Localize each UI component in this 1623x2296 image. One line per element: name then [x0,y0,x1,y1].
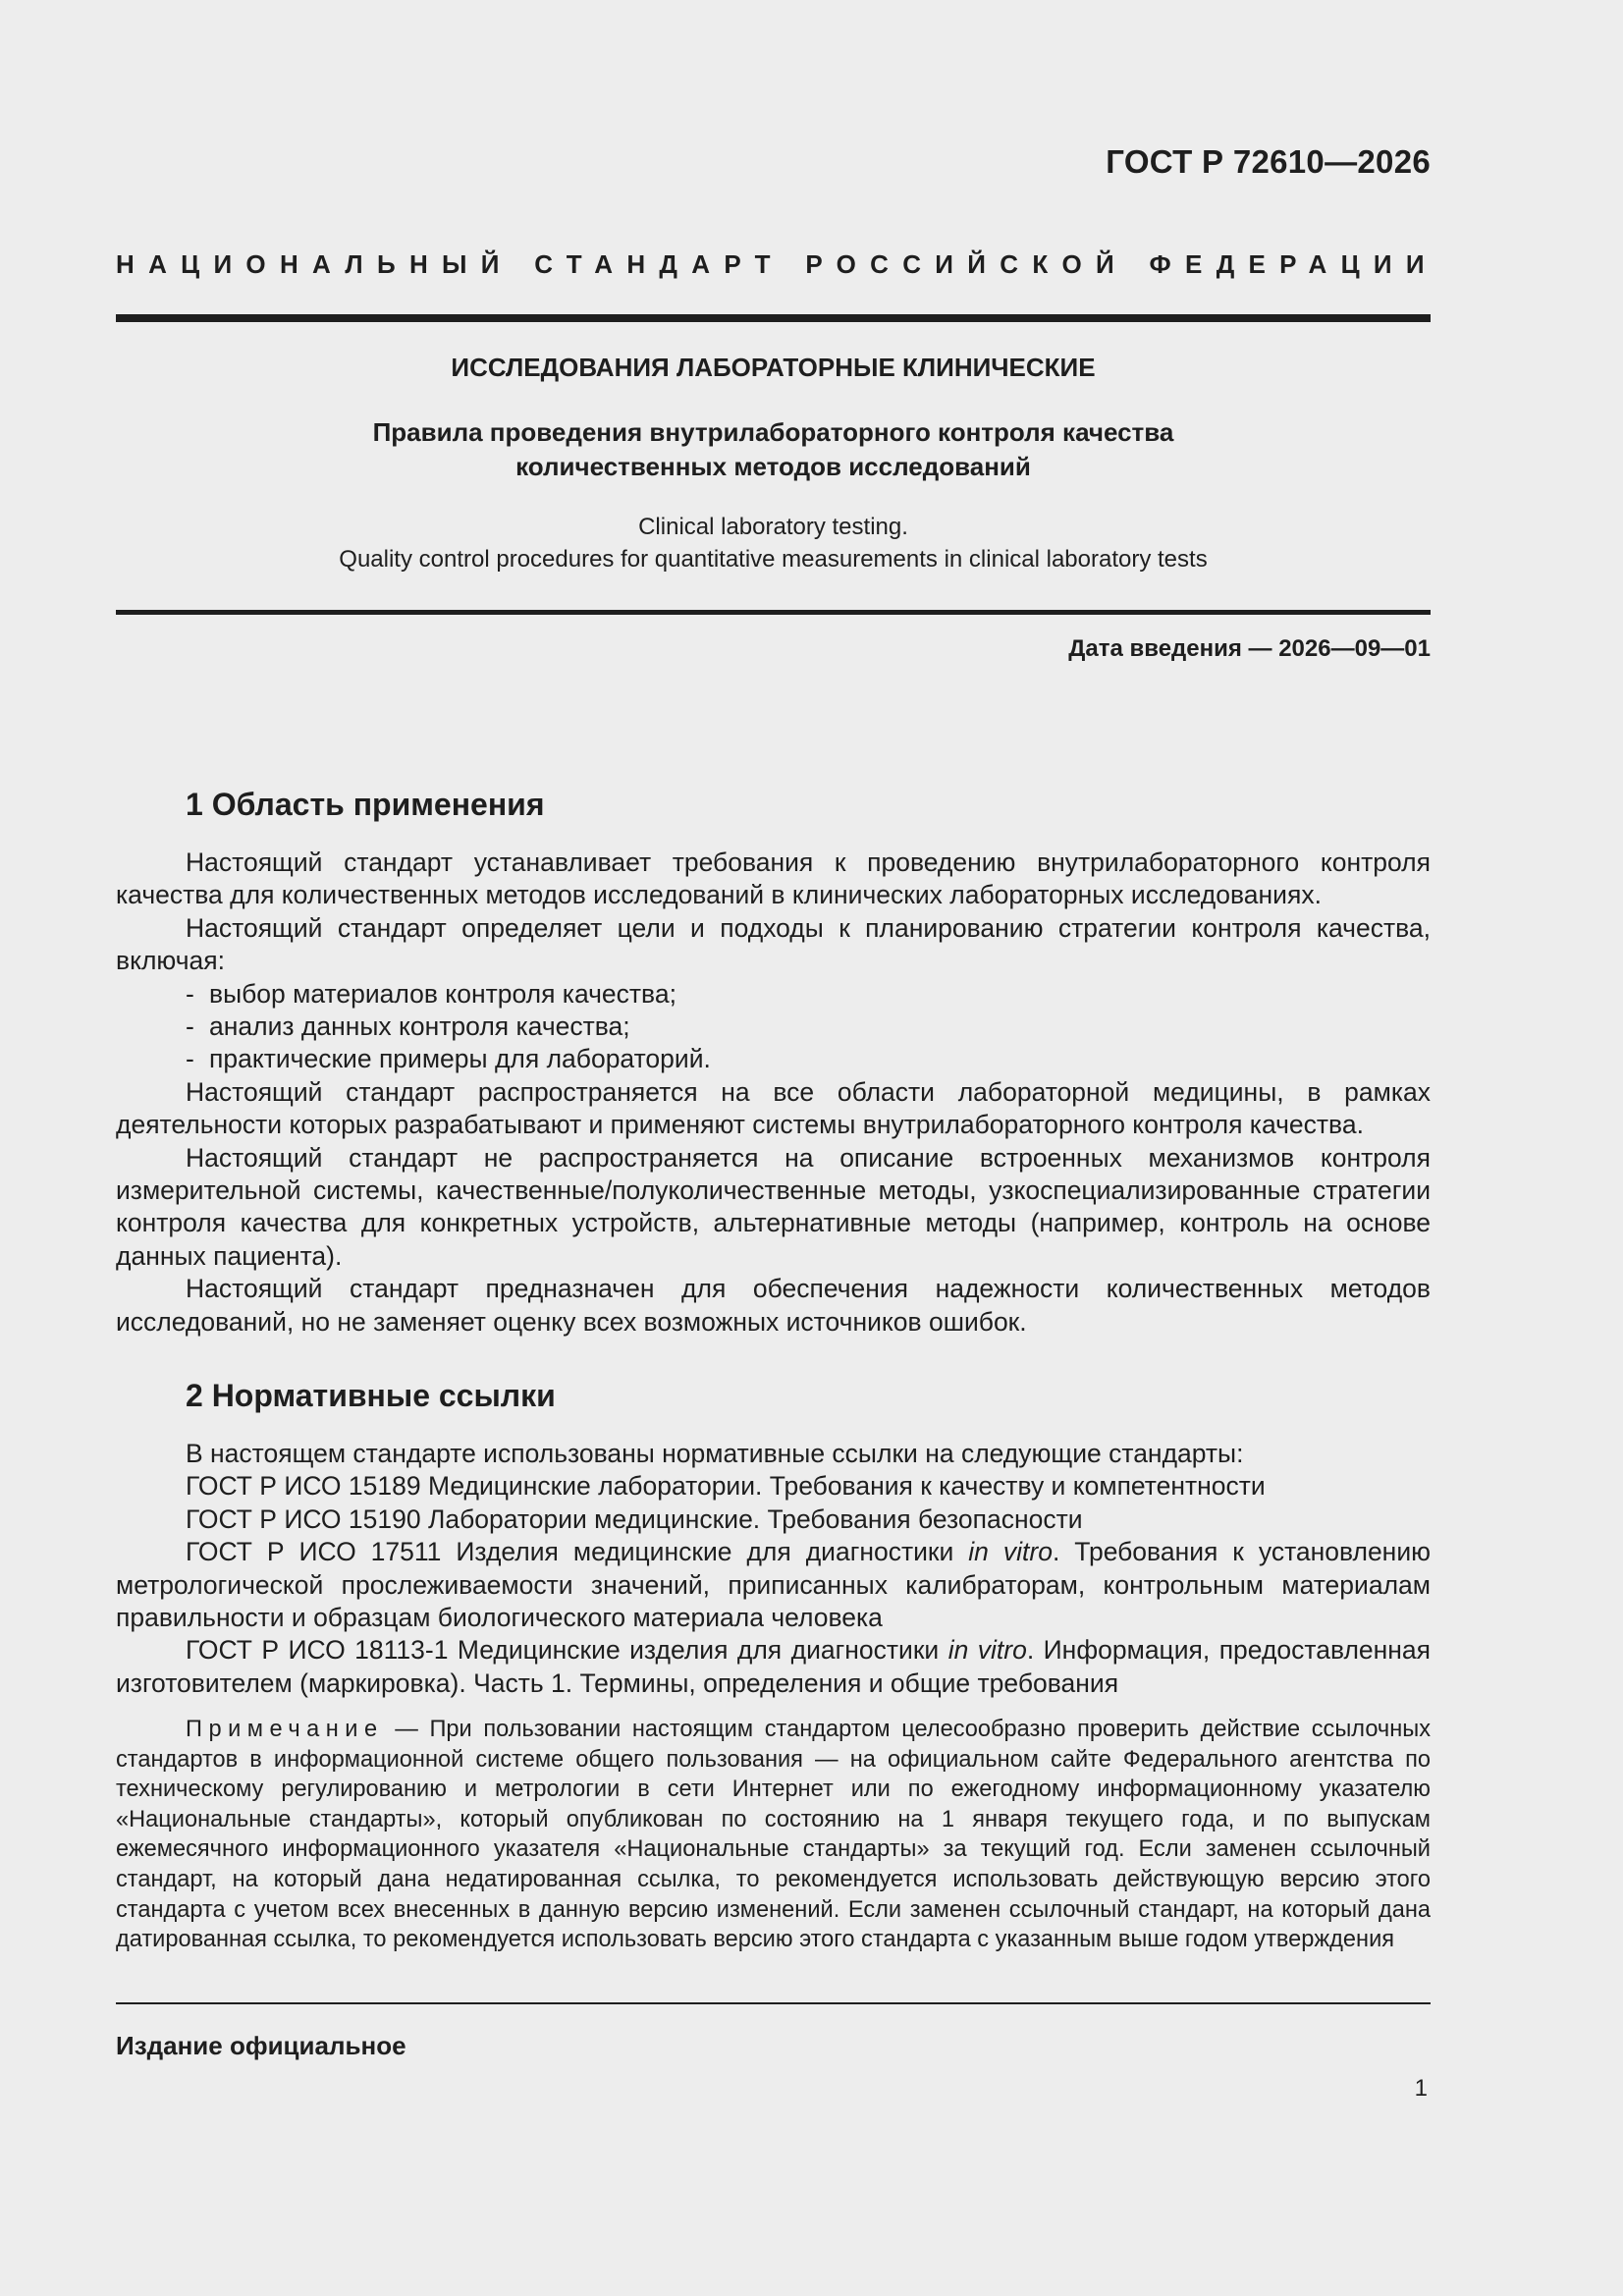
paragraph: Настоящий стандарт предназначен для обеспечения надежности количественных методов исследований, но не заменяет оценку всех возможных источников ошибок. [116,1274,1431,1337]
note-text: — При пользовании настоящим стандартом целесообразно проверить действие ссылочных стандартов в информационной системе общего пользования — на официальном сайте Федерального агентства по техническому регулированию и метрологии в сети Интернет или по ежегодному информационному указателю «Национальные стандарты», который опубликован по состоянию на 1 января текущего года, и по выпускам ежемесячного информационного указателя «Национальные стандарты» за текущий год. Если заменен ссылочный стандарт, на который дана недатированная ссылка, то рекомендуется использовать действующую версию этого стандарта с учетом всех внесенных в данную версию изменений. Если заменен ссылочный стандарт, на который дана датированная ссылка, то рекомендуется использовать версию этого стандарта с указанным выше годом утверждения [116,1717,1431,1953]
reference-item [116,1536,1431,1634]
paragraph: Настоящий стандарт распространяется на все области лабораторной медицины, в рамках деятельности которых разрабатывают и применяют системы внутрилабораторного контроля качества. [116,1076,1431,1140]
paragraph: Настоящий стандарт определяет цели и подходы к планированию стратегии контроля качества, включая: [116,912,1431,976]
english-title [116,511,1431,575]
paragraph: Настоящий стандарт устанавливает требования к проведению внутрилабораторного контроля качества для количественных методов исследований в клинических лабораторных исследованиях. [116,847,1431,910]
reference-text: . Информация, предоставленная изготовителем (маркировка). Часть 1. Термины, определения и общие требования [116,1635,1431,1698]
reference-item: ГОСТ Р ИСО 15189 Медицинские лаборатории. Требования к качеству и компетентности [186,1471,1266,1502]
list-item-text: анализ данных контроля качества; [209,1011,630,1042]
reference-text: ГОСТ Р ИСО 17511 Изделия медицинские для диагностики [186,1537,969,1567]
paragraph: В настоящем стандарте использованы нормативные ссылки на следующие стандарты: [186,1439,1244,1468]
reference-item [116,1634,1431,1700]
list-item [116,1043,1431,1075]
section-heading-scope: 1 Область применения [186,787,545,822]
document-code: ГОСТ Р 72610—2026 [1106,143,1431,180]
national-standard-title: НАЦИОНАЛЬНЫЙ СТАНДАРТ РОССИЙСКОЙ ФЕДЕРАЦИИ [116,249,1438,279]
dash-marker: - [186,1044,194,1074]
section-scope-body [116,847,1431,1339]
section-heading-references: 2 Нормативные ссылки [186,1378,556,1413]
document-subtitle [116,415,1431,484]
note-label: Примечание [186,1717,384,1742]
english-title-line-2: Quality control procedures for quantitative measurements in clinical laboratory tests [339,546,1208,573]
page-number: 1 [1414,2075,1428,2102]
list-item [116,1011,1431,1043]
header-rule [116,314,1431,322]
subtitle-line-2: количественных методов исследований [515,452,1031,481]
reference-italic: in vitro [968,1537,1053,1567]
subtitle-line-1: Правила проведения внутрилабораторного контроля качества [372,417,1174,447]
reference-italic: in vitro [947,1635,1027,1666]
english-title-line-1: Clinical laboratory testing. [638,514,908,540]
footer-rule [116,2002,1431,2004]
reference-text: ГОСТ Р ИСО 18113-1 Медицинские изделия для диагностики [186,1635,948,1666]
dash-marker: - [186,978,194,1009]
list-item-text: выбор материалов контроля качества; [209,978,676,1009]
reference-text: . Требования к установлению метрологической прослеживаемости значений, приписанных калибраторам, контрольным материалам правильности и образцам биологического материала человека [116,1537,1431,1633]
list-item [116,978,1431,1011]
introduction-date: Дата введения — 2026—09—01 [1068,635,1431,662]
note-paragraph [116,1715,1431,1955]
reference-item: ГОСТ Р ИСО 15190 Лаборатории медицинские. Требования безопасности [186,1503,1083,1534]
dash-marker: - [186,1011,194,1042]
paragraph: Настоящий стандарт не распространяется на описание встроенных механизмов контроля измерительной системы, качественные/полуколичественные методы, узкоспециализированные стратегии контроля качества для конкретных устройств, альтернативные методы (например, контроль на основе данных пациента). [116,1142,1431,1271]
title-rule [116,610,1431,615]
section-references-body [116,1438,1431,1700]
list-item-text: практические примеры для лабораторий. [209,1044,711,1074]
document-title: ИССЛЕДОВАНИЯ ЛАБОРАТОРНЫЕ КЛИНИЧЕСКИЕ [451,353,1096,382]
edition-label: Издание официальное [116,2031,406,2060]
